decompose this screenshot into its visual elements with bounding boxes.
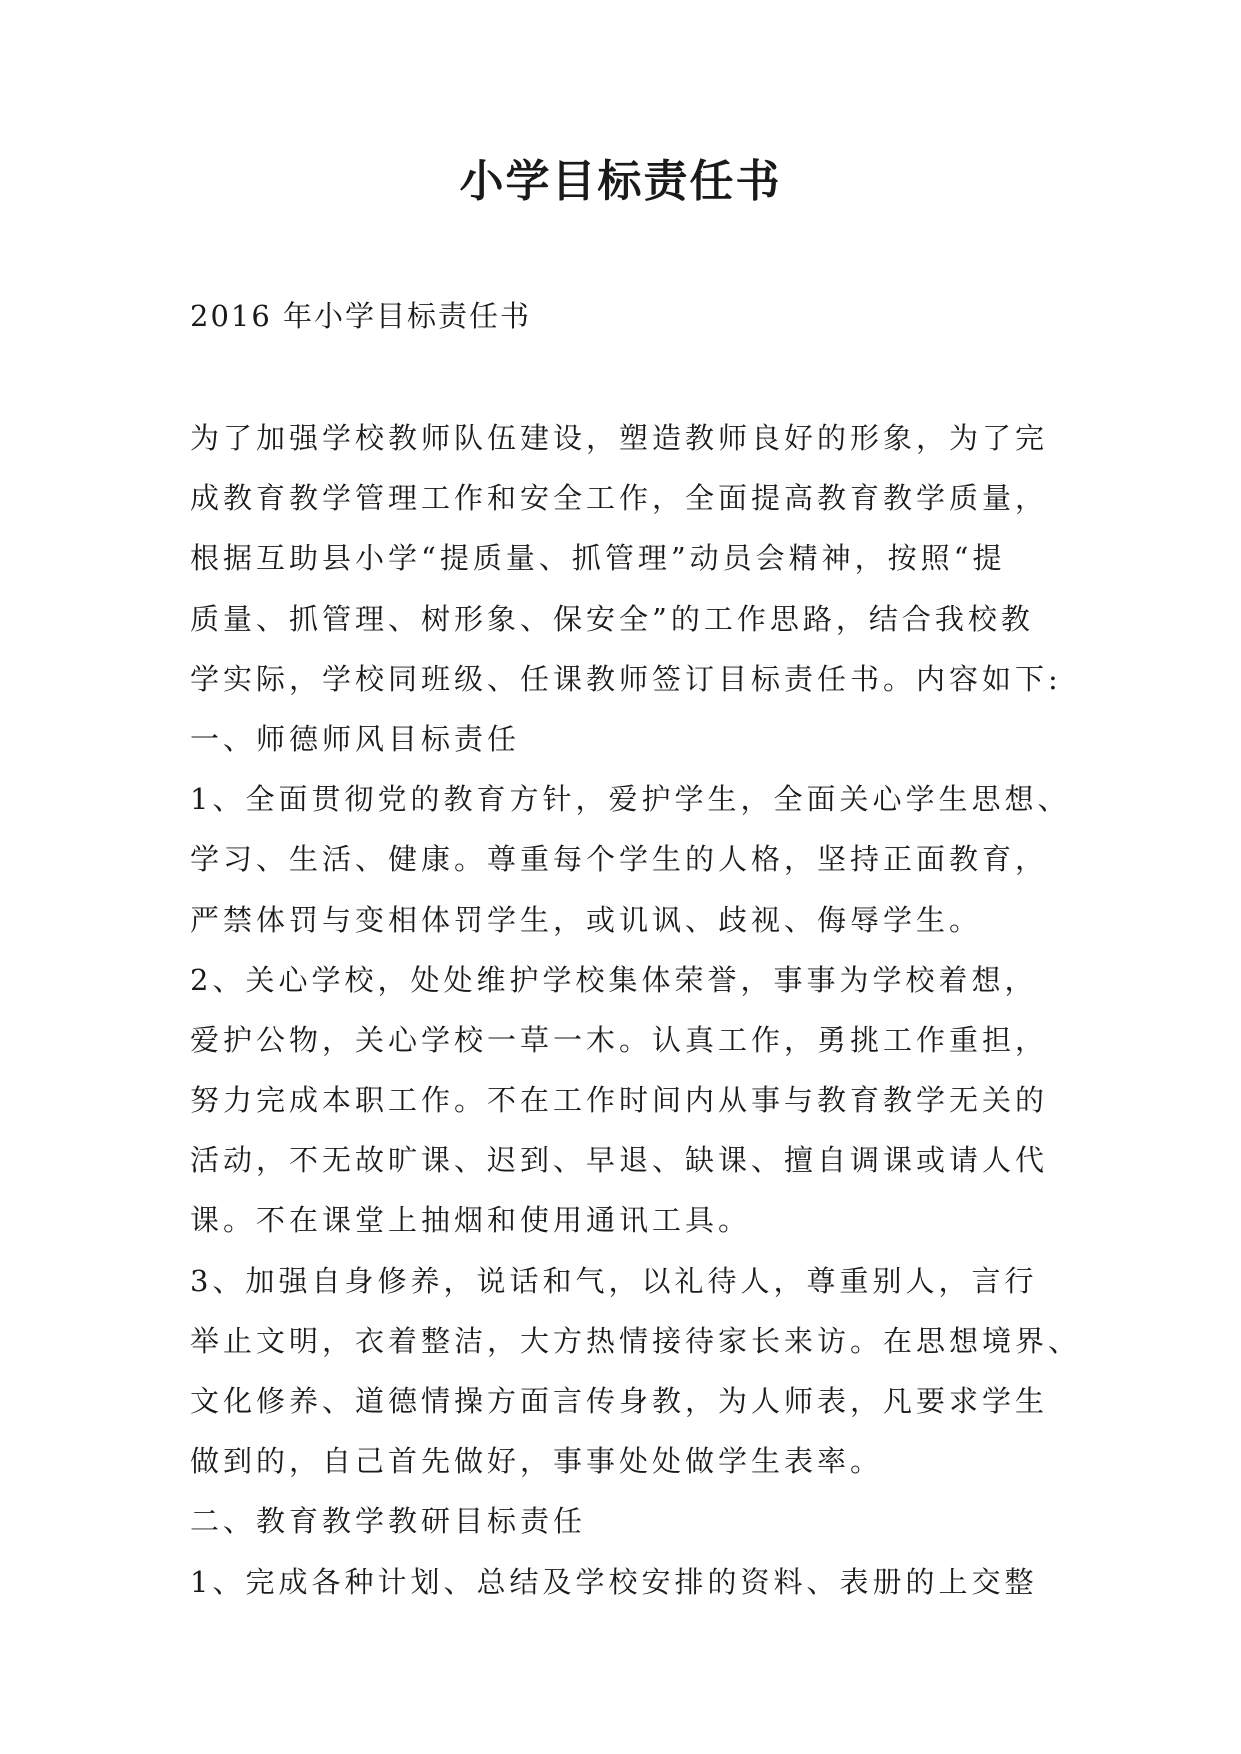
document-body	[190, 408, 1082, 1612]
text-line: 1、完成各种计划、总结及学校安排的资料、表册的上交整	[190, 1564, 1038, 1599]
text-line: 课。不在课堂上抽烟和使用通讯工具。	[190, 1203, 752, 1238]
text-line: 努力完成本职工作。不在工作时间内从事与教育教学无关的	[190, 1083, 1049, 1118]
text-line: 质量、抓管理、树形象、保安全”的工作思路，结合我校教	[190, 601, 1034, 636]
text-line: 1、全面贯彻党的教育方针，爱护学生，全面关心学生思想、	[190, 782, 1071, 817]
text-line: 二、教育教学教研目标责任	[190, 1504, 587, 1539]
text-line: 学习、生活、健康。尊重每个学生的人格，坚持正面教育，	[190, 842, 1049, 877]
text-line: 3、加强自身修养，说话和气，以礼待人，尊重别人，言行	[190, 1263, 1038, 1298]
text-line: 文化修养、道德情操方面言传身教，为人师表，凡要求学生	[190, 1384, 1049, 1418]
text-line: 爱护公物，关心学校一草一木。认真工作，勇挑工作重担，	[190, 1022, 1049, 1057]
text-line: 严禁体罚与变相体罚学生，或讥讽、歧视、侮辱学生。	[190, 902, 983, 937]
text-line: 活动，不无故旷课、迟到、早退、缺课、擅自调课或请人代	[190, 1143, 1049, 1178]
text-line: 2、关心学校，处处维护学校集体荣誉，事事为学校着想，	[190, 962, 1038, 997]
text-line: 为了加强学校教师队伍建设，塑造教师良好的形象，为了完	[190, 421, 1049, 455]
text-line: 一、师德师风目标责任	[190, 721, 521, 756]
text-line: 根据互助县小学“提质量、抓管理”动员会精神，按照“提	[190, 541, 1006, 576]
text-line: 学实际，学校同班级、任课教师签订目标责任书。内容如下:	[190, 661, 1062, 696]
text-line: 举止文明，衣着整洁，大方热情接待家长来访。在思想境界、	[190, 1323, 1082, 1358]
document-subtitle: 2016 年小学目标责任书	[190, 299, 532, 333]
text-line: 做到的，自己首先做好，事事处处做学生表率。	[190, 1444, 884, 1479]
text-line: 成教育教学管理工作和安全工作，全面提高教育教学质量，	[190, 481, 1049, 516]
document-title: 小学目标责任书	[459, 156, 782, 207]
